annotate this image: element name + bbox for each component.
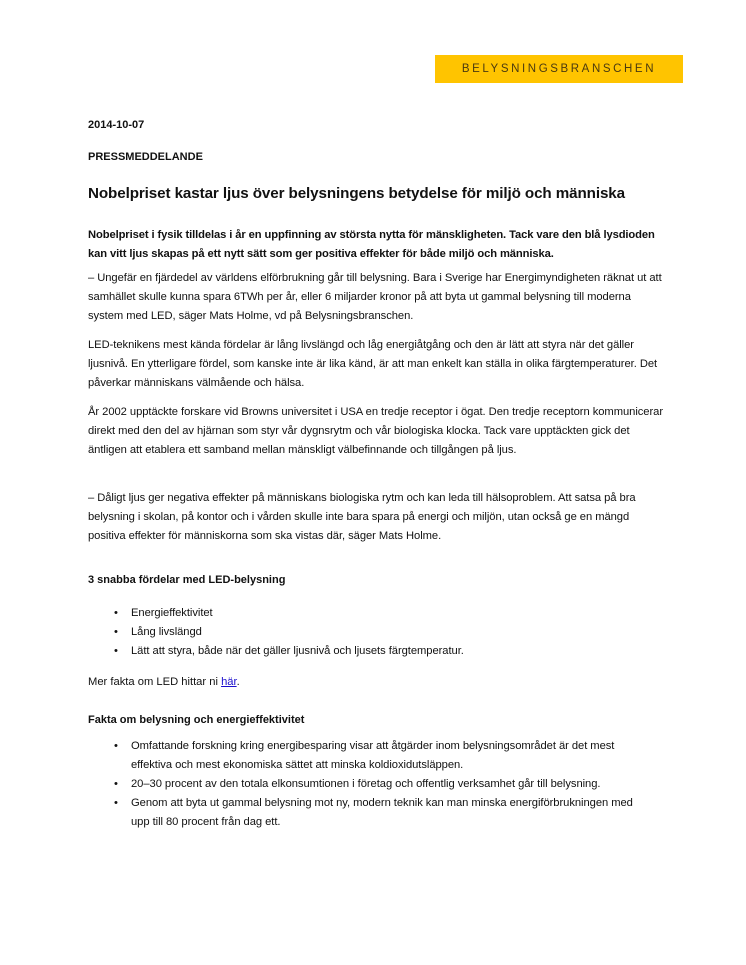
body-paragraph: – Dåligt ljus ger negativa effekter på människans biologiska rytm och kan leda till hälsoproblem. Att satsa på bra belysning i skolan, på kontor och i vården skulle inte bara spara på energi och miljön, utan också ge en mängd positiva effekter för människorna som ska vistas där, säger Mats Holme. — [88, 492, 636, 542]
bullet-icon: • — [114, 645, 118, 657]
bullet-icon: • — [114, 740, 118, 752]
body-paragraph: År 2002 upptäckte forskare vid Browns universitet i USA en tredje receptor i ögat. Den tredje receptorn kommunicerar direkt med den del av hjärnan som styr vår dygnsrytm och vår biologiska klocka. Tack vare upptäckten gick det äntligen att etablera ett samband mellan mänskligt välbefinnande och tillgången på ljus. — [88, 406, 663, 456]
more-info-prefix: Mer fakta om LED hittar ni — [88, 676, 222, 688]
list-item — [88, 642, 648, 661]
bullet-icon: • — [114, 778, 118, 790]
list-item-text: Omfattande forskning kring energibesparing visar att åtgärder inom belysningsområdet är det mest effektiva och mest ekonomiska sättet att minska koldioxidutsläppen. — [131, 740, 615, 771]
facts-heading: Fakta om belysning och energieffektivitet — [88, 714, 305, 726]
logo-banner — [435, 55, 683, 83]
logo-text: BELYSNINGSBRANSCHEN — [461, 63, 657, 75]
release-date: 2014-10-07 — [88, 119, 145, 131]
list-item — [88, 623, 648, 642]
body-paragraph: – Ungefär en fjärdedel av världens elförbrukning går till belysning. Bara i Sverige har Energimyndigheten räknat ut att samhället skulle kunna spara 6TWh per år, eller 6 miljarder kronor på att byta ut gammal belysning till moderna system med LED, säger Mats Holme, vd på Belysningsbranschen. — [88, 272, 662, 322]
more-info-line — [88, 676, 240, 688]
list-item-text: 20–30 procent av den totala elkonsumtionen i företag och offentlig verksamhet går till belysning. — [131, 778, 601, 790]
list-item-text: Genom att byta ut gammal belysning mot ny, modern teknik kan man minska energiförbrukningen med upp till 80 procent från dag ett. — [131, 797, 633, 828]
advantages-heading: 3 snabba fördelar med LED-belysning — [88, 574, 286, 586]
lead-paragraph: Nobelpriset i fysik tilldelas i år en uppfinning av största nytta för mänskligheten. Tack vare den blå lysdioden kan vitt ljus skapas på ett nytt sätt som ger positiva effekter för både miljö och människa. — [88, 229, 655, 260]
bullet-icon: • — [114, 626, 118, 638]
headline: Nobelpriset kastar ljus över belysningens betydelse för miljö och människa — [88, 185, 625, 202]
list-item-text: Energieffektivitet — [131, 607, 213, 619]
list-item-text: Lätt att styra, både när det gäller ljusnivå och ljusets färgtemperatur. — [131, 645, 464, 657]
advantages-list — [88, 604, 648, 661]
bullet-icon: • — [114, 607, 118, 619]
more-info-suffix: . — [236, 676, 240, 688]
list-item — [88, 775, 648, 794]
facts-list — [88, 737, 648, 832]
body-paragraph: LED-teknikens mest kända fördelar är lång livslängd och låg energiåtgång och den är lätt att styra när det gäller ljusnivå. En ytterligare fördel, som kanske inte är lika känd, är att man enkelt kan ställa in olika färgtemperaturer. Det påverkar människans välmående och hälsa. — [88, 339, 658, 389]
list-item — [88, 604, 648, 623]
bullet-icon: • — [114, 797, 118, 809]
more-info-link[interactable]: här — [221, 676, 237, 688]
list-item — [88, 794, 648, 832]
list-item-text: Lång livslängd — [131, 626, 202, 638]
list-item — [88, 737, 648, 775]
document-type: PRESSMEDDELANDE — [88, 151, 203, 163]
